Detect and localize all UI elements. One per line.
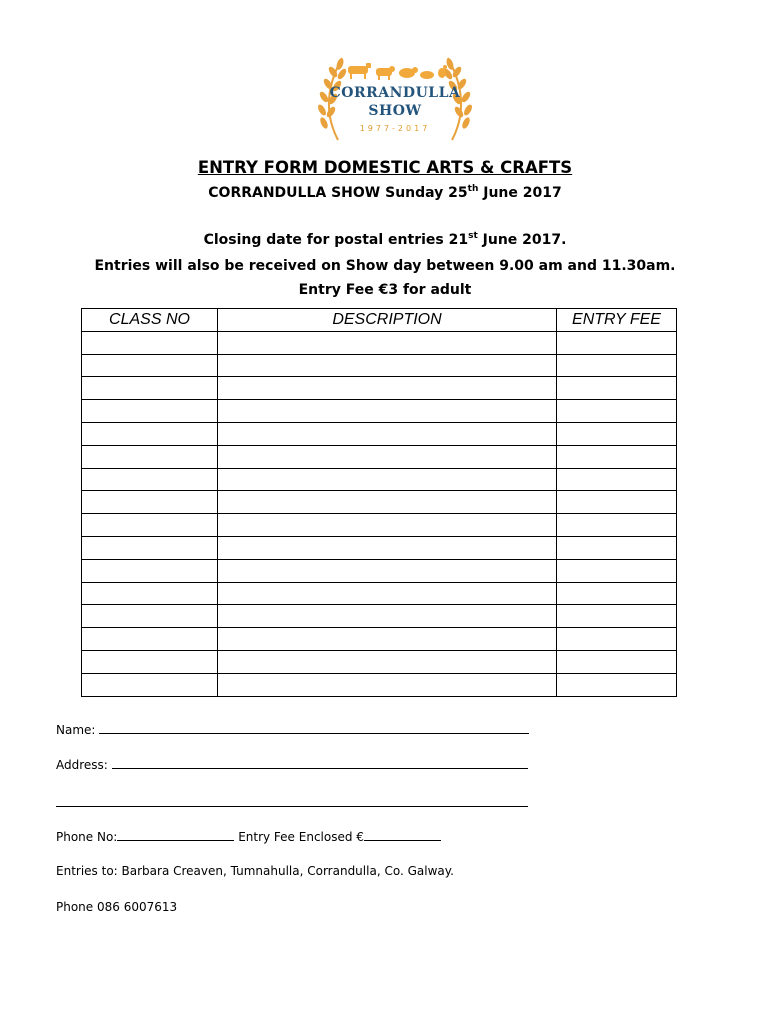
fee-enclosed-label: Entry Fee Enclosed € [238,830,364,844]
entry-fee-cell[interactable] [557,445,677,468]
form-title: ENTRY FORM DOMESTIC ARTS & CRAFTS [197,158,573,177]
entry-fee-cell[interactable] [557,628,677,651]
description-cell[interactable] [218,377,557,400]
entry-fee-cell[interactable] [557,400,677,423]
closing-date-month: June 2017. [477,232,567,248]
phone-input-line[interactable] [117,828,234,841]
description-cell[interactable] [218,468,557,491]
name-label: Name: [56,723,96,737]
description-cell[interactable] [218,400,557,423]
table-header-row [82,309,677,332]
class-no-cell[interactable] [82,559,218,582]
closing-date-suffix: st [468,231,478,241]
show-day-notice: Entries will also be received on Show day between 9.00 am and 11.30am. [94,258,676,274]
table-row [82,445,677,468]
logo-title: CORRANDULLA [329,85,461,101]
contact-phone: Phone 086 6007613 [56,900,178,914]
entry-fee-cell[interactable] [557,377,677,400]
class-no-cell[interactable] [82,468,218,491]
table-row [82,400,677,423]
show-logo [300,52,490,142]
description-cell[interactable] [218,673,557,696]
header-entry-fee: ENTRY FEE [557,309,677,332]
entries-to: Entries to: Barbara Creaven, Tumnahulla, Corrandulla, Co. Galway. [56,864,454,878]
description-cell[interactable] [218,445,557,468]
table-row [82,468,677,491]
name-field [56,721,529,737]
entry-fee-cell[interactable] [557,354,677,377]
entry-fee-cell[interactable] [557,536,677,559]
table-row [82,422,677,445]
table-row [82,377,677,400]
address-field-2 [56,794,528,810]
description-cell[interactable] [218,559,557,582]
class-no-cell[interactable] [82,491,218,514]
entry-fee-cell[interactable] [557,331,677,354]
description-cell[interactable] [218,514,557,537]
class-no-cell[interactable] [82,400,218,423]
class-no-cell[interactable] [82,422,218,445]
show-date-text: CORRANDULLA SHOW Sunday 25 [208,185,468,201]
class-no-cell[interactable] [82,354,218,377]
entry-fee-cell[interactable] [557,559,677,582]
table-row [82,559,677,582]
address-label: Address: [56,758,108,772]
description-cell[interactable] [218,650,557,673]
entry-fee-cell[interactable] [557,582,677,605]
table-row [82,605,677,628]
phone-fee-field [56,828,441,844]
description-cell[interactable] [218,331,557,354]
class-no-cell[interactable] [82,605,218,628]
entry-fee-cell[interactable] [557,491,677,514]
show-date [0,185,770,201]
class-no-cell[interactable] [82,673,218,696]
description-cell[interactable] [218,582,557,605]
address-input-line[interactable] [112,756,528,769]
entry-table-body [82,331,677,696]
closing-date-text: Closing date for postal entries 21 [203,232,469,248]
entry-table [81,308,677,697]
description-cell[interactable] [218,605,557,628]
table-row [82,582,677,605]
entry-fee-cell[interactable] [557,514,677,537]
table-row [82,491,677,514]
table-row [82,673,677,696]
class-no-cell[interactable] [82,445,218,468]
description-cell[interactable] [218,354,557,377]
class-no-cell[interactable] [82,377,218,400]
class-no-cell[interactable] [82,650,218,673]
logo-subtitle: SHOW [368,103,422,119]
address-input-line-2[interactable] [56,794,528,807]
table-row [82,536,677,559]
entry-fee-cell[interactable] [557,650,677,673]
table-row [82,514,677,537]
description-cell[interactable] [218,422,557,445]
logo-years: 1977-2017 [359,124,431,133]
entry-fee-notice: Entry Fee €3 for adult [298,282,472,298]
description-cell[interactable] [218,491,557,514]
class-no-cell[interactable] [82,536,218,559]
name-input-line[interactable] [99,721,529,734]
table-row [82,650,677,673]
closing-date [0,232,770,248]
class-no-cell[interactable] [82,331,218,354]
table-row [82,331,677,354]
fee-enclosed-input-line[interactable] [364,828,441,841]
description-cell[interactable] [218,536,557,559]
table-row [82,354,677,377]
class-no-cell[interactable] [82,628,218,651]
table-row [82,628,677,651]
show-date-month: June 2017 [478,185,562,201]
header-class-no: CLASS NO [82,309,218,332]
address-field [56,756,528,772]
entry-fee-cell[interactable] [557,673,677,696]
entry-fee-cell[interactable] [557,605,677,628]
entry-fee-cell[interactable] [557,422,677,445]
class-no-cell[interactable] [82,582,218,605]
show-date-suffix: th [467,184,479,194]
phone-label: Phone No: [56,830,118,844]
class-no-cell[interactable] [82,514,218,537]
entry-fee-cell[interactable] [557,468,677,491]
description-cell[interactable] [218,628,557,651]
header-description: DESCRIPTION [218,309,557,332]
